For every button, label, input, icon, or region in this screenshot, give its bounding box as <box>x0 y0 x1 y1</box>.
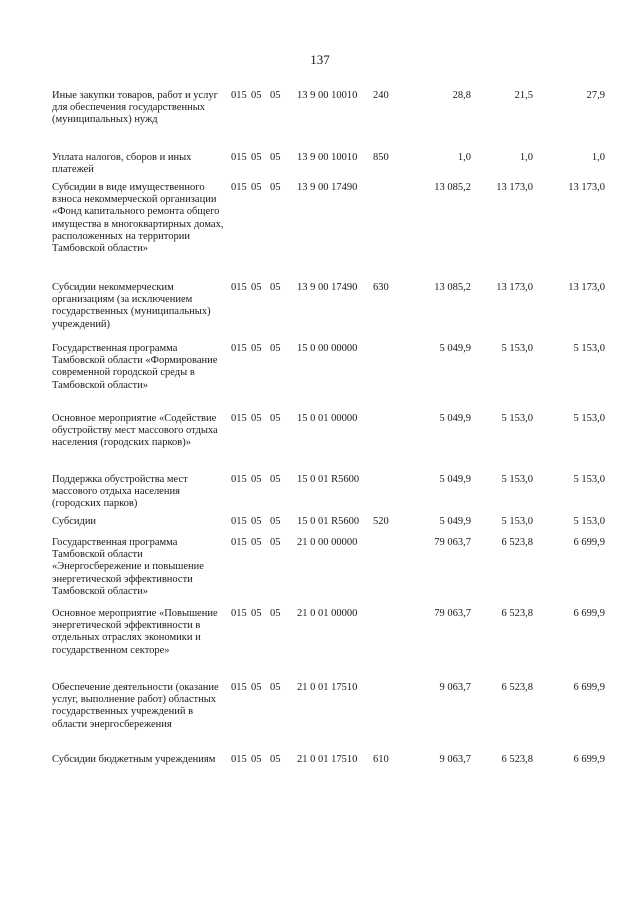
cell-y2: 5 153,0 <box>501 474 533 485</box>
cell-sec: 05 <box>251 682 262 693</box>
cell-ved: 015 <box>231 152 247 163</box>
page-number: 137 <box>310 52 330 67</box>
cell-ved: 015 <box>231 682 247 693</box>
cell-y3: 6 699,9 <box>573 754 605 765</box>
cell-sec: 05 <box>251 343 262 354</box>
cell-csr: 21 0 01 17510 <box>297 682 358 693</box>
cell-y1: 1,0 <box>457 152 471 163</box>
cell-y3: 27,9 <box>586 90 605 101</box>
cell-ved: 015 <box>231 182 247 193</box>
cell-y2: 21,5 <box>514 90 533 101</box>
cell-ved: 015 <box>231 413 247 424</box>
cell-y2: 6 523,8 <box>501 608 533 619</box>
cell-name: Поддержка обустройства мест массового отдыха населения (городских парков) <box>52 474 188 510</box>
cell-name: Субсидии в виде имущественного взноса некоммерческой организации «Фонд капитального ремонта общего имущества в многоквартирных домах, расположенных на территории Тамбовской области» <box>52 182 224 255</box>
cell-sub: 05 <box>270 282 281 293</box>
cell-sec: 05 <box>251 152 262 163</box>
cell-csr: 13 9 00 10010 <box>297 90 358 101</box>
cell-sec: 05 <box>251 516 262 527</box>
cell-y2: 13 173,0 <box>496 282 533 293</box>
cell-sec: 05 <box>251 537 262 548</box>
cell-name: Государственная программа Тамбовской области «Энергосбережение и повышение энергетической эффективности Тамбовской области» <box>52 537 204 597</box>
cell-y2: 5 153,0 <box>501 516 533 527</box>
cell-name: Субсидии бюджетным учреждениям <box>52 754 216 765</box>
cell-y2: 5 153,0 <box>501 413 533 424</box>
cell-sub: 05 <box>270 682 281 693</box>
cell-sub: 05 <box>270 754 281 765</box>
cell-y1: 5 049,9 <box>439 413 471 424</box>
cell-vr: 850 <box>373 152 389 163</box>
cell-sec: 05 <box>251 182 262 193</box>
cell-sec: 05 <box>251 413 262 424</box>
cell-ved: 015 <box>231 343 247 354</box>
cell-vr: 520 <box>373 516 389 527</box>
cell-sec: 05 <box>251 608 262 619</box>
cell-y1: 79 063,7 <box>434 537 471 548</box>
cell-ved: 015 <box>231 474 247 485</box>
cell-csr: 21 0 01 00000 <box>297 608 358 619</box>
cell-name: Субсидии <box>52 516 97 527</box>
cell-y1: 28,8 <box>452 90 471 101</box>
cell-y1: 5 049,9 <box>439 474 471 485</box>
cell-csr: 13 9 00 17490 <box>297 282 358 293</box>
cell-sub: 05 <box>270 152 281 163</box>
cell-y3: 5 153,0 <box>573 413 605 424</box>
cell-sub: 05 <box>270 608 281 619</box>
cell-sub: 05 <box>270 343 281 354</box>
cell-y1: 79 063,7 <box>434 608 471 619</box>
cell-sub: 05 <box>270 474 281 485</box>
cell-y3: 13 173,0 <box>568 182 605 193</box>
cell-name: Уплата налогов, сборов и иных платежей <box>52 152 192 176</box>
cell-vr: 630 <box>373 282 389 293</box>
cell-ved: 015 <box>231 516 247 527</box>
cell-y3: 5 153,0 <box>573 343 605 354</box>
cell-y1: 5 049,9 <box>439 343 471 354</box>
cell-y2: 6 523,8 <box>501 537 533 548</box>
cell-csr: 21 0 00 00000 <box>297 537 358 548</box>
cell-name: Иные закупки товаров, работ и услуг для обеспечения государственных (муниципальных) нужд <box>52 90 218 126</box>
cell-csr: 15 0 01 00000 <box>297 413 358 424</box>
cell-y2: 1,0 <box>519 152 533 163</box>
cell-ved: 015 <box>231 754 247 765</box>
cell-ved: 015 <box>231 282 247 293</box>
cell-sub: 05 <box>270 516 281 527</box>
cell-y1: 13 085,2 <box>434 282 471 293</box>
cell-y1: 5 049,9 <box>439 516 471 527</box>
cell-vr: 240 <box>373 90 389 101</box>
cell-csr: 13 9 00 17490 <box>297 182 358 193</box>
cell-y1: 9 063,7 <box>439 754 471 765</box>
cell-sec: 05 <box>251 754 262 765</box>
cell-y3: 13 173,0 <box>568 282 605 293</box>
cell-y1: 9 063,7 <box>439 682 471 693</box>
cell-sub: 05 <box>270 537 281 548</box>
cell-sec: 05 <box>251 90 262 101</box>
cell-y3: 1,0 <box>591 152 605 163</box>
cell-name: Государственная программа Тамбовской области «Формирование современной городской среды в Тамбовской области» <box>52 343 218 391</box>
cell-sec: 05 <box>251 474 262 485</box>
cell-ved: 015 <box>231 608 247 619</box>
cell-csr: 15 0 00 00000 <box>297 343 358 354</box>
cell-csr: 15 0 01 R5600 <box>297 474 360 485</box>
cell-name: Обеспечение деятельности (оказание услуг, выполнение работ) областных государственных учреждений в области энергосбережения <box>52 682 219 730</box>
cell-y3: 6 699,9 <box>573 537 605 548</box>
cell-name: Основное мероприятие «Содействие обустройству мест массового отдыха населения (городских парков)» <box>52 413 218 449</box>
cell-y2: 6 523,8 <box>501 682 533 693</box>
cell-y2: 13 173,0 <box>496 182 533 193</box>
cell-y2: 6 523,8 <box>501 754 533 765</box>
cell-csr: 21 0 01 17510 <box>297 754 358 765</box>
cell-ved: 015 <box>231 537 247 548</box>
cell-name: Основное мероприятие «Повышение энергетической эффективности в отдельных отраслях экономики и государственном секторе» <box>52 608 218 656</box>
cell-csr: 13 9 00 10010 <box>297 152 358 163</box>
cell-ved: 015 <box>231 90 247 101</box>
cell-y3: 5 153,0 <box>573 474 605 485</box>
cell-y3: 6 699,9 <box>573 608 605 619</box>
cell-sec: 05 <box>251 282 262 293</box>
cell-y1: 13 085,2 <box>434 182 471 193</box>
cell-vr: 610 <box>373 754 389 765</box>
cell-name: Субсидии некоммерческим организациям (за исключением государственных (муниципальных) учреждений) <box>52 282 211 330</box>
cell-sub: 05 <box>270 90 281 101</box>
cell-sub: 05 <box>270 413 281 424</box>
cell-y3: 5 153,0 <box>573 516 605 527</box>
cell-y3: 6 699,9 <box>573 682 605 693</box>
cell-sub: 05 <box>270 182 281 193</box>
cell-y2: 5 153,0 <box>501 343 533 354</box>
cell-csr: 15 0 01 R5600 <box>297 516 360 527</box>
